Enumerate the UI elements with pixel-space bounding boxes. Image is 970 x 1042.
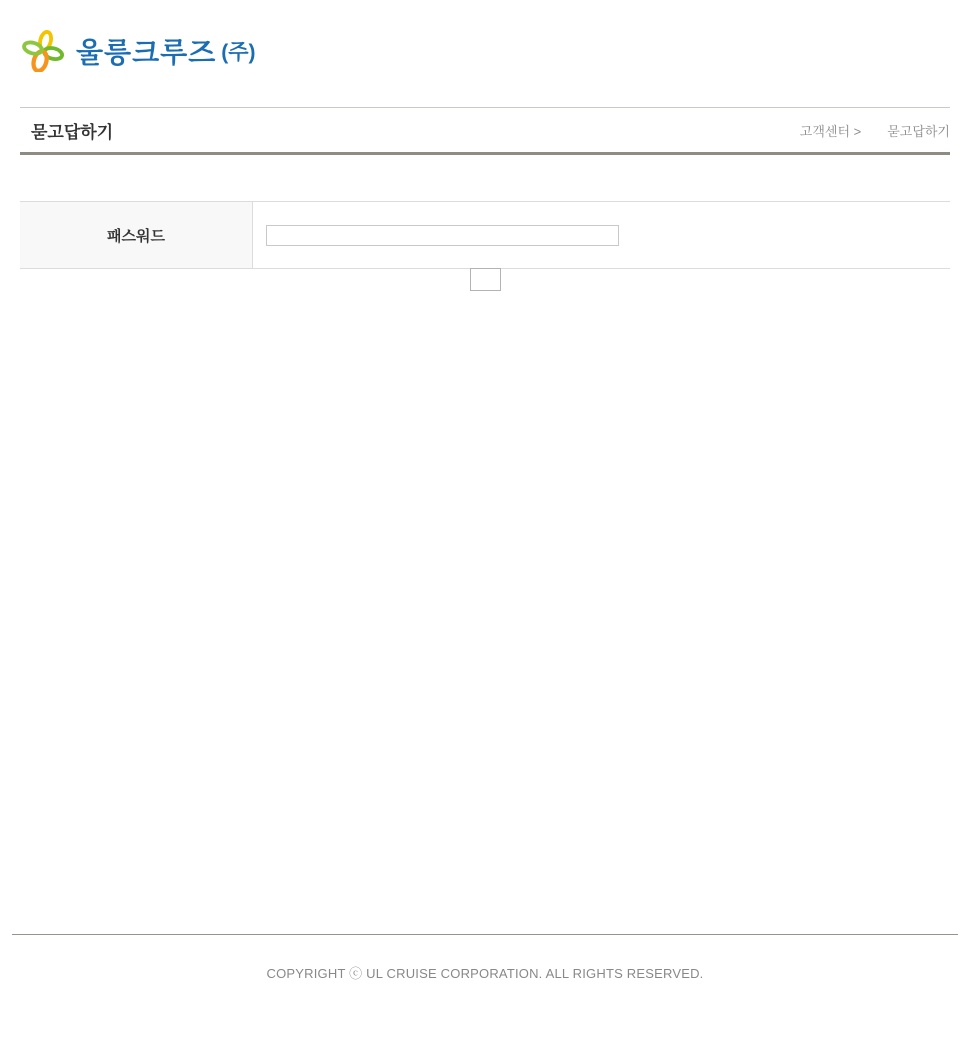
submit-button[interactable] xyxy=(470,268,501,291)
logo-link[interactable] xyxy=(22,30,256,72)
logo-text: 울릉크루즈 xyxy=(76,37,217,68)
submit-row xyxy=(0,269,970,291)
breadcrumb-current-link[interactable]: 묻고답하기 xyxy=(887,123,950,139)
password-cell xyxy=(253,202,950,268)
flower-pinwheel-icon xyxy=(22,30,64,72)
site-header xyxy=(0,0,970,107)
page-title: 묻고답하기 xyxy=(31,122,114,142)
breadcrumb-parent-link[interactable]: 고객센터 > xyxy=(799,123,862,139)
breadcrumb xyxy=(800,121,950,140)
logo-suffix: (주) xyxy=(221,41,256,64)
site-footer xyxy=(0,934,970,1042)
password-table xyxy=(20,201,950,269)
password-label: 패스워드 xyxy=(20,202,253,268)
password-input[interactable] xyxy=(266,225,619,246)
title-bar xyxy=(20,107,950,152)
password-form xyxy=(0,201,970,291)
main-content xyxy=(0,155,970,934)
copyright-text: COPYRIGHT ⓒ UL CRUISE CORPORATION. ALL RIGHTS RESERVED. xyxy=(266,966,704,981)
title-bar-wrap xyxy=(20,107,950,155)
